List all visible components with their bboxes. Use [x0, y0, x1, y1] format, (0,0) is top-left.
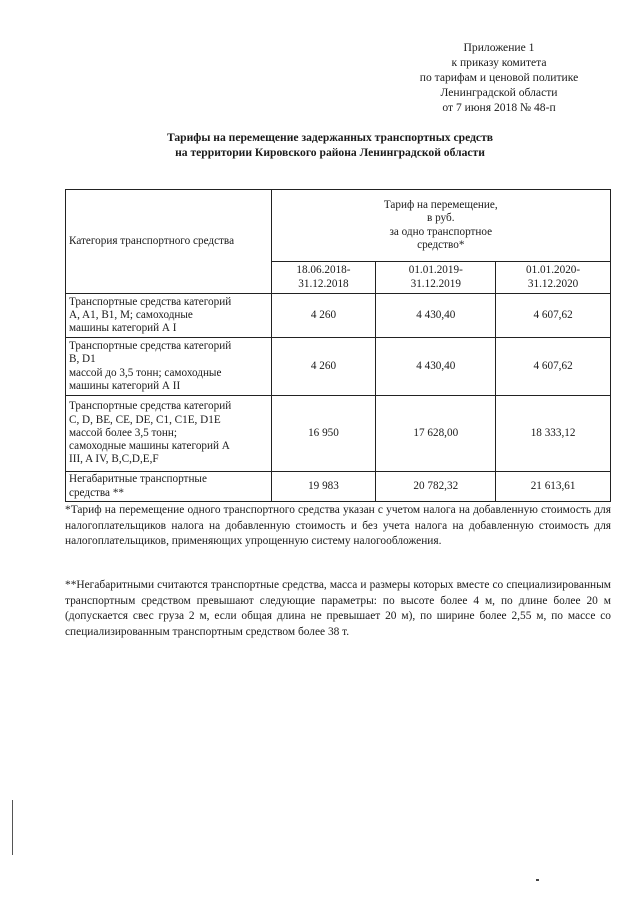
category-line: A, A1, B1, M; самоходные	[69, 308, 193, 321]
period-start: 01.01.2019-	[408, 264, 463, 277]
document-title	[60, 130, 600, 160]
category-line: самоходные машины категорий А	[69, 440, 230, 453]
period-end: 31.12.2019	[410, 277, 461, 290]
category-line: средства **	[69, 486, 125, 499]
tariff-table	[65, 189, 611, 502]
tariff-value: 21 613,61	[496, 472, 611, 502]
appendix-line: к приказу комитета	[451, 56, 547, 69]
category-line: C, D, BE, CE, DE, C1, C1E, D1E	[69, 413, 221, 426]
category-line: массой до 3,5 тонн; самоходные	[69, 366, 222, 379]
category-line: Транспортные средства категорий	[69, 295, 232, 308]
appendix-line: Ленинградской области	[440, 86, 558, 99]
category-cell	[66, 294, 272, 338]
category-line: Транспортные средства категорий	[69, 400, 232, 413]
tariff-header-line: в руб.	[427, 212, 455, 225]
tariff-value: 4 607,62	[496, 338, 611, 396]
tariff-header-line: за одно транспортное	[389, 225, 493, 238]
tariff-header-line: средство*	[417, 238, 465, 251]
category-line: машины категорий А I	[69, 322, 177, 335]
appendix-line: Приложение 1	[463, 41, 535, 54]
tariff-value: 4 260	[271, 294, 376, 338]
title-line-2: на территории Кировского района Ленинградской области	[175, 146, 485, 159]
tariff-value: 4 260	[271, 338, 376, 396]
appendix-block	[380, 40, 618, 115]
period-end: 31.12.2020	[527, 277, 579, 290]
table-row	[66, 472, 611, 502]
table-header-row	[66, 190, 611, 262]
tariff-header	[271, 190, 610, 262]
category-line: массой более 3,5 тонн;	[69, 426, 177, 439]
category-cell	[66, 472, 272, 502]
scan-margin-mark	[12, 800, 13, 855]
scan-dot-mark	[536, 879, 539, 881]
table-row	[66, 396, 611, 472]
tariff-value: 4 430,40	[376, 294, 496, 338]
footnote-vat: *Тариф на перемещение одного транспортного средства указан с учетом налога на добавленную стоимость для налогоплательщиков налога на добавленную стоимость и без учета налога на добавленную стоимость для налогоплательщиков, применяющих упрощенную систему налогообложения.	[65, 504, 611, 548]
category-line: Транспортные средства категорий	[69, 340, 232, 353]
tariff-value: 19 983	[271, 472, 376, 502]
appendix-line: от 7 июня 2018 № 48-п	[442, 101, 556, 114]
tariff-value: 4 430,40	[376, 338, 496, 396]
tariff-value: 17 628,00	[376, 396, 496, 472]
footnote-oversized: **Негабаритными считаются транспортные средства, масса и размеры которых вместе со специализированным транспортным средством превышают следующие параметры: по высоте более 4 м, по длине более 20 м (допускается свес груза 2 м, если общая длина не превышает 20 м), по ширине более 2,55 м, по массе со специализированным транспортным средством более 38 т.	[65, 579, 611, 638]
table-row	[66, 338, 611, 396]
appendix-line: по тарифам и ценовой политике	[419, 71, 579, 84]
period-start: 18.06.2018-	[296, 264, 351, 277]
category-line: машины категорий А II	[69, 379, 181, 392]
tariff-value: 18 333,12	[496, 396, 611, 472]
category-cell	[66, 338, 272, 396]
title-line-1: Тарифы на перемещение задержанных транспортных средств	[166, 131, 494, 144]
category-line: Негабаритные транспортные	[69, 473, 207, 486]
category-header: Категория транспортного средства	[66, 190, 272, 294]
period-end: 31.12.2018	[298, 277, 349, 290]
period-header	[376, 262, 496, 294]
period-header	[271, 262, 376, 294]
tariff-value: 16 950	[271, 396, 376, 472]
tariff-value: 4 607,62	[496, 294, 611, 338]
category-line: B, D1	[69, 353, 96, 366]
tariff-value: 20 782,32	[376, 472, 496, 502]
category-cell	[66, 396, 272, 472]
period-header	[496, 262, 611, 294]
tariff-header-line: Тариф на перемещение,	[383, 199, 498, 212]
table-row	[66, 294, 611, 338]
category-line: III, A IV, B,C,D,E,F	[69, 453, 159, 466]
period-start: 01.01.2020-	[526, 264, 581, 277]
